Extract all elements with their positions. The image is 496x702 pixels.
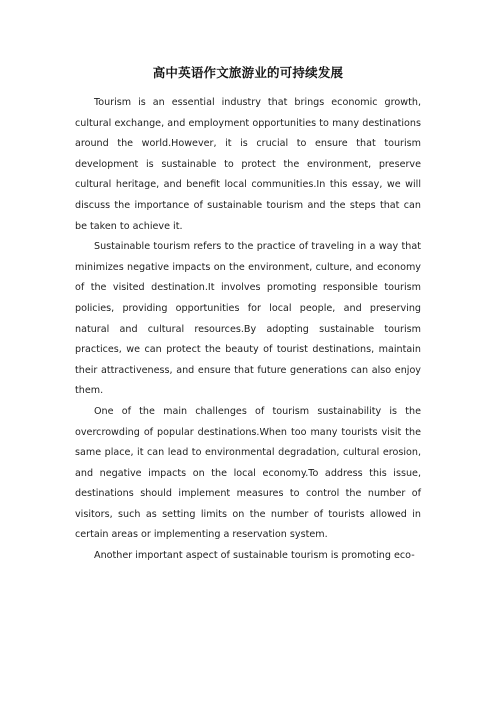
paragraph-3: One of the main challenges of tourism sustainability is the overcrowding of popular destinations.When too many tourists visit the same place, it can lead to environmental degradation, cultural erosion, and negative impacts on the local economy.To address this issue, destinations should implement measures to control the number of visitors, such as setting limits on the number of tourists allowed in certain areas or implementing a reservation system. xyxy=(75,405,421,541)
paragraph-1: Tourism is an essential industry that brings economic growth, cultural exchange, and employment opportunities to many destinations around the world.However, it is crucial to ensure that tourism development is sustainable to protect the environment, preserve cultural heritage, and benefit local communities.In this essay, we will discuss the importance of sustainable tourism and the steps that can be taken to achieve it. xyxy=(75,97,421,232)
paragraph-4: Another important aspect of sustainable tourism is promoting eco- xyxy=(94,550,415,562)
document-title: 高中英语作文旅游业的可持续发展 xyxy=(152,65,344,80)
document-page xyxy=(75,63,421,567)
paragraph-2: Sustainable tourism refers to the practice of traveling in a way that minimizes negative impacts on the environment, culture, and economy of the visited destination.It involves promoting responsible tourism policies, providing opportunities for local people, and preserving natural and cultural resources.By adopting sustainable tourism practices, we can protect the beauty of tourist destinations, maintain their attractiveness, and ensure that future generations can also enjoy them. xyxy=(75,241,421,397)
